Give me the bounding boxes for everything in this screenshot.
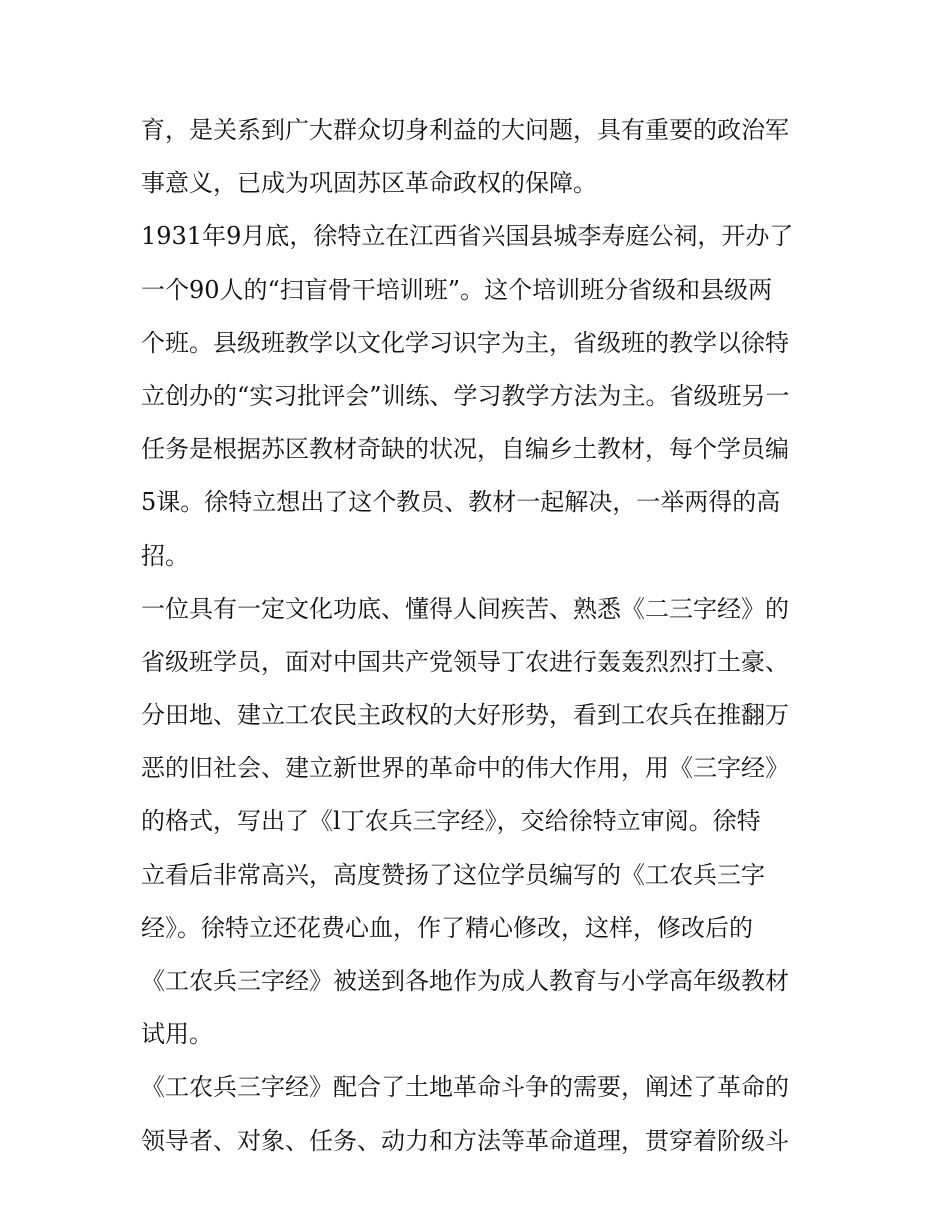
text-line: 领导者、对象、任务、动力和方法等革命道理，贯穿着阶级斗 (141, 1126, 789, 1155)
text-line: 分田地、建立工农民主政权的大好形势，看到工农兵在推翻万 (141, 701, 789, 730)
text-line: 个班。县级班教学以文化学习识字为主，省级班的教学以徐特 (141, 328, 789, 357)
text-line: 《工农兵三字经》配合了土地革命斗争的需要，阐述了革命的 (141, 1073, 789, 1102)
text-line: 经》。徐特立还花费心血，作了精心修改，这样，修改后的 (141, 913, 753, 942)
text-line: 的格式，写出了《l丁农兵三字经》，交给徐特立审阅。徐特 (141, 807, 761, 836)
text-line: 任务是根据苏区教材奇缺的状况，自编乡土教材，每个学员编 (141, 435, 789, 464)
text-line: 试用。 (141, 1020, 213, 1049)
text-line: 5课。徐特立想出了这个教员、教材一起解决，一举两得的高 (141, 488, 781, 517)
text-line: 育，是关系到广大群众切身利益的大问题，具有重要的政治军 (141, 116, 789, 144)
text-line: 恶的旧社会、建立新世界的革命中的伟大作用，用《三字经》 (141, 754, 789, 783)
document-body (141, 104, 821, 1168)
text-line: 《工农兵三字经》被送到各地作为成人教育与小学高年级教材 (141, 967, 789, 995)
text-line: 省级班学员，面对中国共产党领导丁农进行轰轰烈烈打土豪、 (141, 647, 789, 676)
text-line: 一个90人的“扫盲骨干培训班”。这个培训班分省级和县级两 (141, 275, 773, 304)
text-line: 1931年9月底，徐特立在江西省兴国县城李寿庭公祠，开办了 (141, 222, 794, 251)
text-line: 立看后非常高兴，高度赞扬了这位学员编写的《工农兵三字 (141, 860, 765, 889)
text-line: 立创办的“实习批评会”训练、学习教学方法为主。省级班另一 (141, 381, 790, 410)
text-line: 一位具有一定文化功底、懂得人间疾苦、熟悉《二三字经》的 (141, 594, 789, 623)
text-line: 招。 (141, 541, 189, 570)
text-line: 事意义，已成为巩固苏区革命政权的保障。 (141, 169, 597, 198)
